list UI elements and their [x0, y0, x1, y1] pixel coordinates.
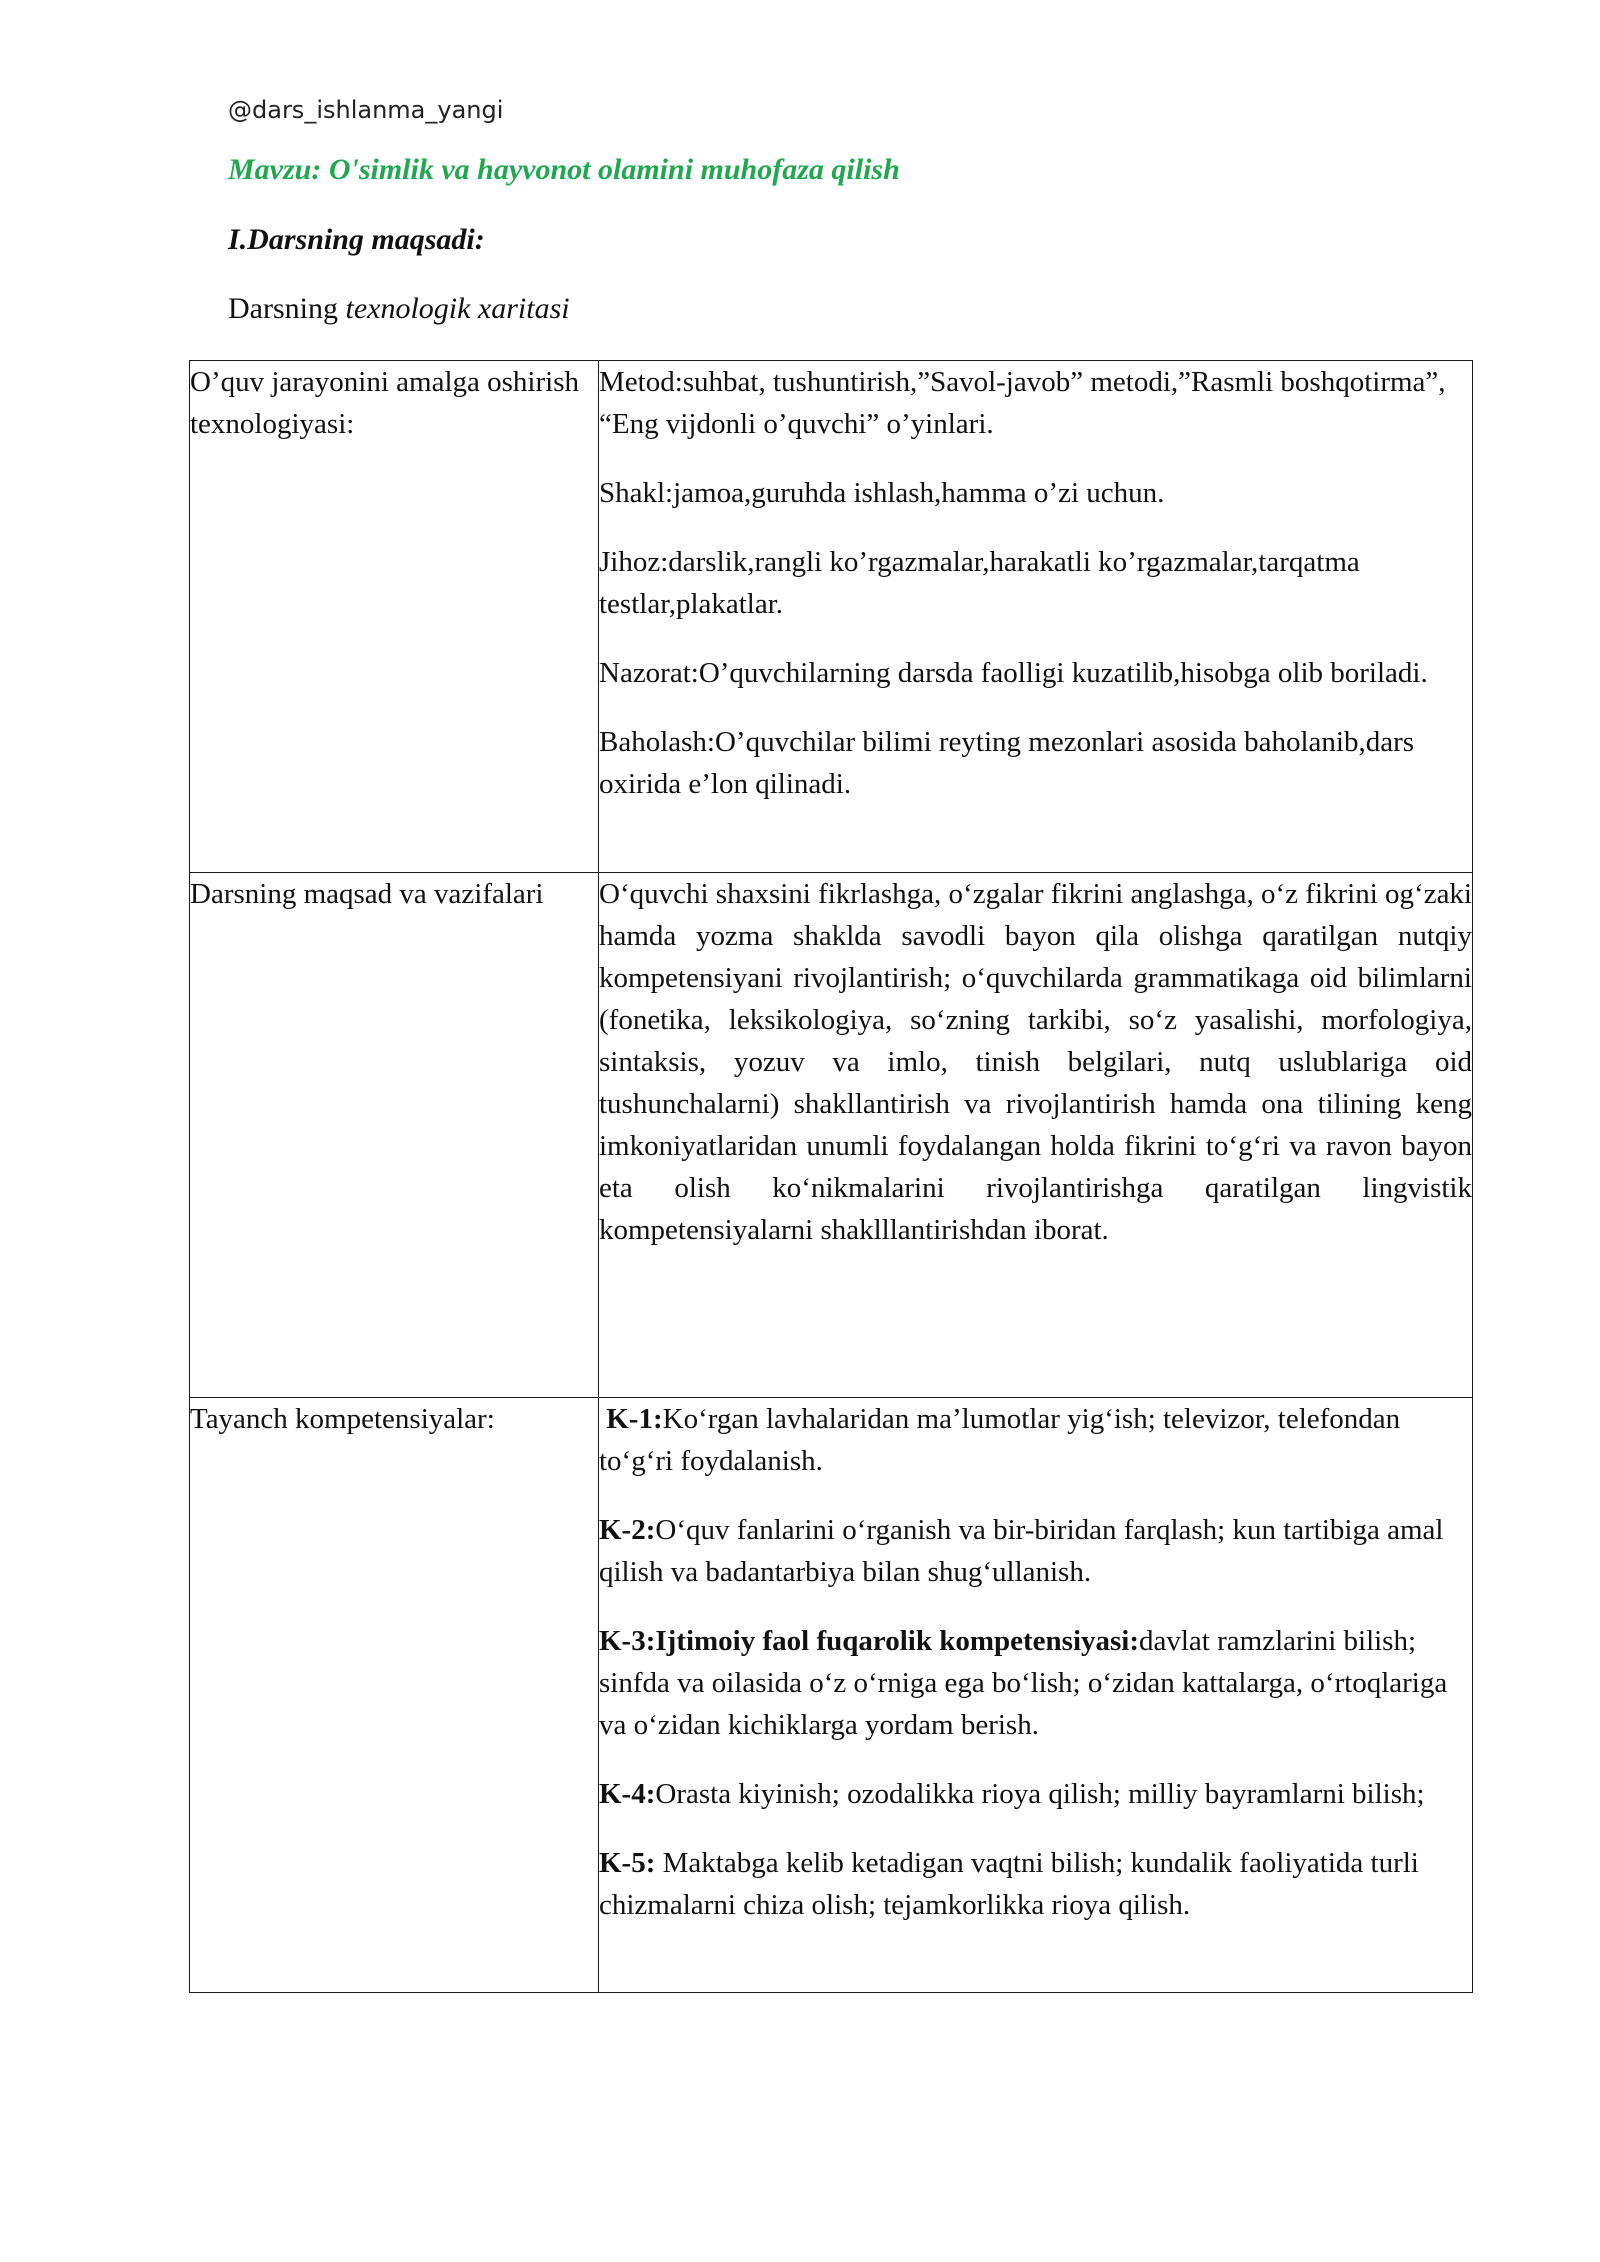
k3-code: K-3:Ijtimoiy faol fuqarolik kompetensiyasi:	[599, 1625, 1139, 1657]
competency-k5	[599, 1842, 1472, 1926]
row-label-goals	[190, 873, 599, 1398]
competency-k3	[599, 1620, 1472, 1746]
table-row	[190, 873, 1473, 1398]
row-label-text: O’quv jarayonini amalga oshirish texnologiyasi:	[190, 366, 579, 440]
k5-text: Maktabga kelib ketadigan vaqtni bilish; kundalik faoliyatida turli chizmalarni chiza olish; tejamkorlikka rioya qilish.	[599, 1847, 1419, 1921]
equipment-paragraph: Jihoz:darslik,rangli ko’rgazmalar,harakatli ko’rgazmalar,tarqatma testlar,plakatlar.	[599, 546, 1360, 620]
map-title-italic: texnologik xaritasi	[345, 292, 570, 325]
lesson-topic: Mavzu: O'simlik va hayvonot olamini muhofaza qilish	[228, 153, 900, 186]
k4-text: Orasta kiyinish; ozodalikka rioya qilish; milliy bayramlarni bilish;	[655, 1778, 1425, 1810]
table-row	[190, 1398, 1473, 1993]
k4-code: K-4:	[599, 1778, 656, 1810]
row-content-technology	[599, 361, 1473, 873]
row-label-competencies	[190, 1398, 599, 1993]
map-title-plain: Darsning	[228, 292, 346, 325]
technology-map-table	[189, 360, 1473, 1993]
technology-map-title	[228, 292, 570, 326]
assessment-paragraph: Baholash:O’quvchilar bilimi reyting mezonlari asosida baholanib,dars oxirida e’lon qilinadi.	[599, 726, 1415, 800]
row-label-technology	[190, 361, 599, 873]
competency-k4	[599, 1773, 1472, 1815]
k3-text: davlat ramzlarini bilish; sinfda va oilasida o‘z o‘rniga ega bo‘lish; o‘zidan kattalarga, o‘rtoqlariga va o‘zidan kichiklarga yordam berish.	[599, 1625, 1448, 1741]
competency-k1	[599, 1398, 1472, 1482]
row-content-goals	[599, 873, 1473, 1398]
control-paragraph: Nazorat:O’quvchilarning darsda faolligi kuzatilib,hisobga olib boriladi.	[599, 657, 1428, 689]
k1-code: K-1:	[606, 1403, 663, 1435]
goals-paragraph: O‘quvchi shaxsini fikrlashga, o‘zgalar fikrini anglashga, o‘z fikrini og‘zaki hamda yozma shaklda savodli bayon qila olishga qaratilgan nutqiy kompetensiyani rivojlantirish; o‘quvchilarda grammatikaga oid bilimlarni (fonetika, leksikologiya, so‘zning tarkibi, so‘z yasalishi, morfologiya, sintaksis, yozuv va imlo, tinish belgilari, nutq uslublariga oid tushunchalarni) shakllantirish va rivojlantirish hamda ona tilining keng imkoniyatlaridan unumli foydalangan holda fikrini to‘g‘ri va ravon bayon eta olish ko‘nikmalarini rivojlantirishga qaratilgan lingvistik kompetensiyalarni shaklllantirishdan iborat.	[599, 878, 1472, 1246]
channel-handle: @dars_ishlanma_yangi	[228, 96, 504, 124]
competency-k2	[599, 1509, 1472, 1593]
row-label-text: Darsning maqsad va vazifalari	[190, 878, 544, 910]
k2-code: K-2:	[599, 1514, 656, 1546]
method-paragraph: Metod:suhbat, tushuntirish,”Savol-javob” metodi,”Rasmli boshqotirma”, “Eng vijdonli o’quvchi” o’yinlari.	[599, 366, 1446, 440]
lesson-goal-heading: I.Darsning maqsadi:	[228, 223, 485, 256]
row-label-text: Tayanch kompetensiyalar:	[190, 1403, 495, 1435]
row-content-competencies	[599, 1398, 1473, 1993]
table-row	[190, 361, 1473, 873]
k5-code: K-5:	[599, 1847, 656, 1879]
k1-text: Ko‘rgan lavhalaridan ma’lumotlar yig‘ish; televizor, telefondan to‘g‘ri foydalanish.	[599, 1403, 1401, 1477]
k2-text: O‘quv fanlarini o‘rganish va bir-biridan farqlash; kun tartibiga amal qilish va badantarbiya bilan shug‘ullanish.	[599, 1514, 1444, 1588]
form-paragraph: Shakl:jamoa,guruhda ishlash,hamma o’zi uchun.	[599, 477, 1165, 509]
